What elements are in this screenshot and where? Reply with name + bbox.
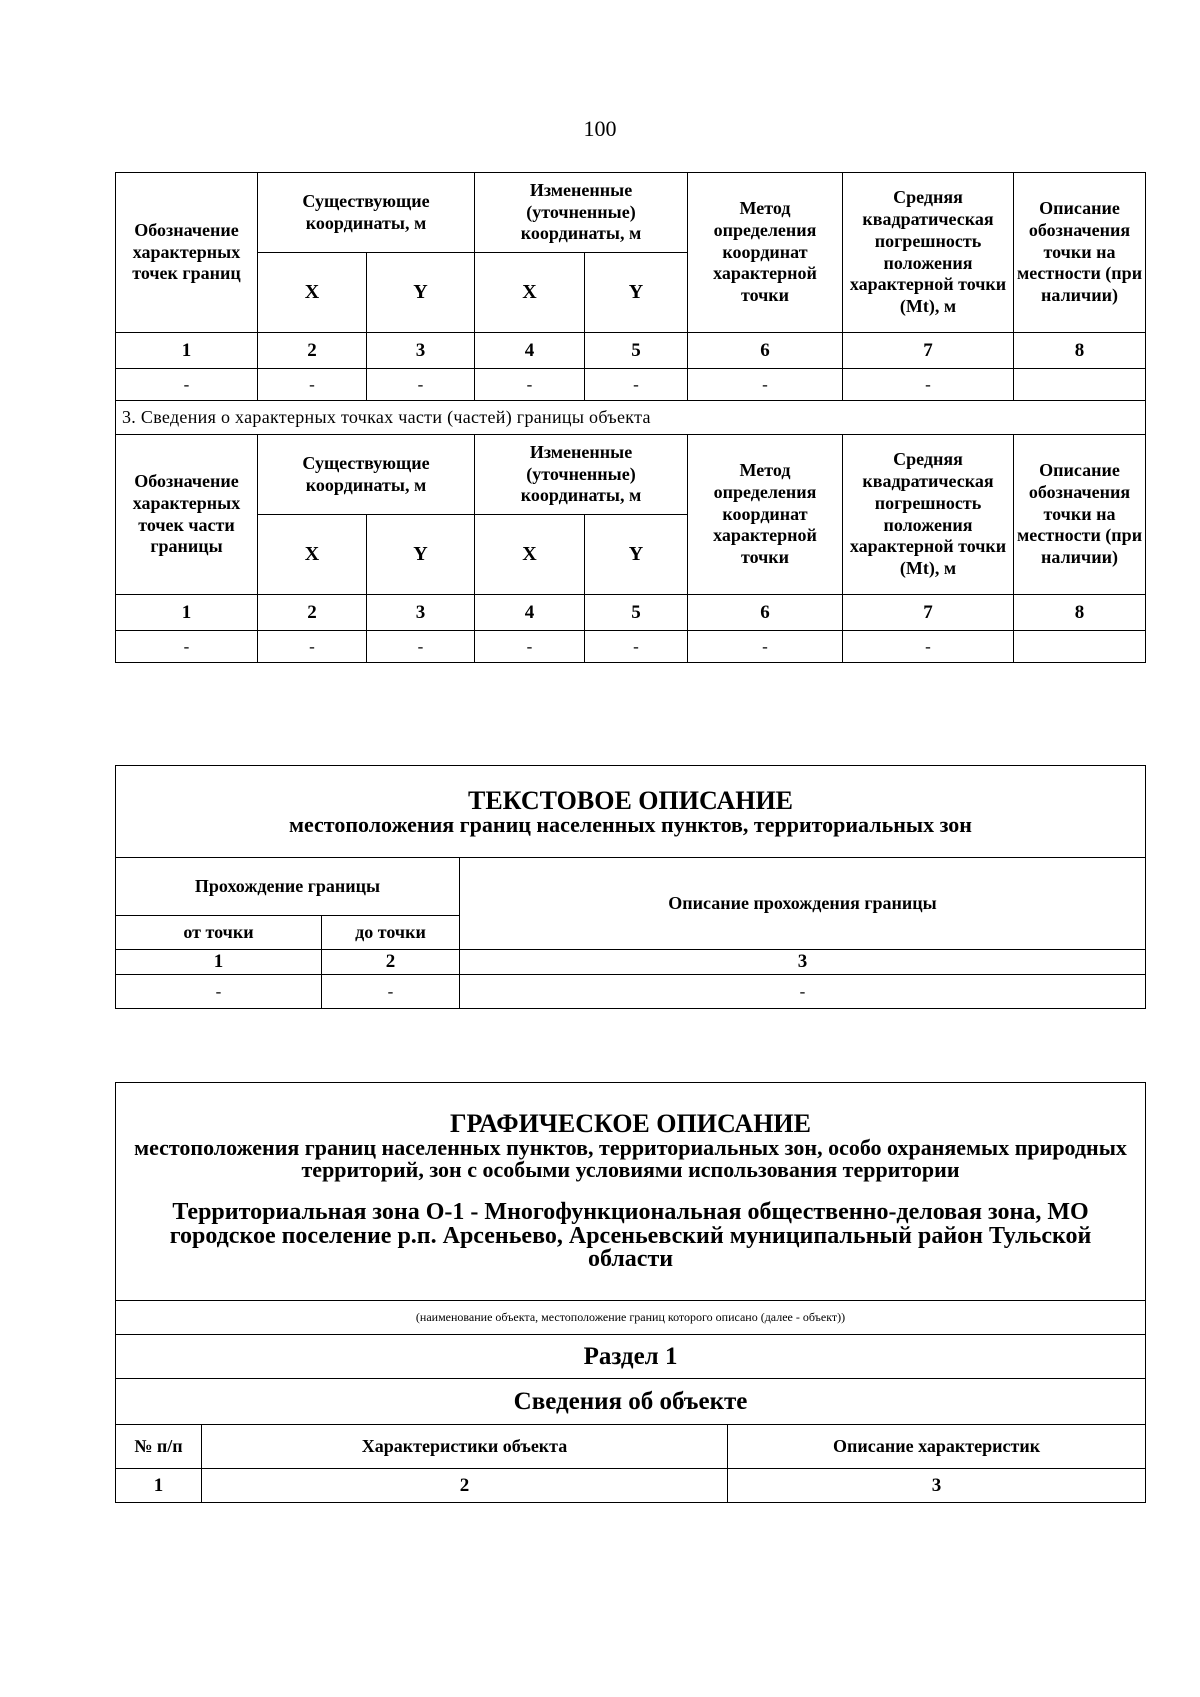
object-caption: (наименование объекта, местоположение границ которого описано (далее - объект))	[116, 1301, 1146, 1335]
column-number: 1	[116, 950, 322, 975]
header-method: Метод определения координат характерной точки	[688, 435, 843, 595]
column-number: 2	[258, 333, 367, 369]
table-cell: -	[258, 369, 367, 401]
header-x-changed: X	[475, 515, 585, 595]
header-point-description: Описание обозначения точки на местности (при наличии)	[1014, 173, 1146, 333]
table-cell	[1014, 631, 1146, 663]
header-designation-part: Обозначение характерных точек части границы	[116, 435, 258, 595]
column-number: 1	[116, 333, 258, 369]
header-changed-coordinates: Измененные (уточненные) координаты, м	[475, 173, 688, 253]
header-passage-description: Описание прохождения границы	[460, 858, 1146, 950]
column-number: 6	[688, 595, 843, 631]
column-number: 2	[322, 950, 460, 975]
section-title: Раздел 1	[116, 1335, 1146, 1379]
graphic-description-subtitle: местоположения границ населенных пунктов, территориальных зон, особо охраняемых природных территорий, зон с особыми условиями использования территории	[134, 1135, 1127, 1183]
table-cell: -	[585, 369, 688, 401]
header-characteristics-description: Описание характеристик	[728, 1425, 1146, 1469]
column-number: 6	[688, 333, 843, 369]
header-changed-coordinates: Измененные (уточненные) координаты, м	[475, 435, 688, 515]
header-existing-coordinates: Существующие координаты, м	[258, 173, 475, 253]
graphic-description-table	[115, 1082, 1146, 1503]
column-number: 3	[460, 950, 1146, 975]
header-number: № п/п	[116, 1425, 202, 1469]
section-3-title: 3. Сведения о характерных точках части (частей) границы объекта	[116, 401, 1146, 435]
table-cell: -	[367, 369, 475, 401]
header-to-point: до точки	[322, 916, 460, 950]
graphic-description-title: ГРАФИЧЕСКОЕ ОПИСАНИЕ	[450, 1109, 811, 1139]
column-number: 7	[843, 333, 1014, 369]
header-y-existing: Y	[367, 515, 475, 595]
graphic-description-heading	[116, 1083, 1146, 1301]
header-designation: Обозначение характерных точек границ	[116, 173, 258, 333]
coordinates-table	[115, 172, 1146, 663]
table-cell: -	[585, 631, 688, 663]
header-from-point: от точки	[116, 916, 322, 950]
table-cell: -	[688, 631, 843, 663]
text-description-table	[115, 765, 1146, 1009]
text-description-heading	[116, 766, 1146, 858]
header-characteristics: Характеристики объекта	[202, 1425, 728, 1469]
page-number: 100	[583, 116, 617, 141]
header-point-description: Описание обозначения точки на местности (при наличии)	[1014, 435, 1146, 595]
table-cell: -	[460, 974, 1146, 1008]
header-error: Средняя квадратическая погрешность положения характерной точки (Mt), м	[843, 435, 1014, 595]
header-error: Средняя квадратическая погрешность положения характерной точки (Mt), м	[843, 173, 1014, 333]
column-number: 3	[367, 333, 475, 369]
table-cell: -	[116, 369, 258, 401]
column-number: 5	[585, 595, 688, 631]
header-y-existing: Y	[367, 253, 475, 333]
table-cell: -	[843, 369, 1014, 401]
table-cell: -	[688, 369, 843, 401]
header-y-changed: Y	[585, 515, 688, 595]
text-description-subtitle: местоположения границ населенных пунктов, территориальных зон	[289, 811, 972, 837]
header-x-existing: X	[258, 515, 367, 595]
table-cell: -	[258, 631, 367, 663]
zone-name: Территориальная зона О-1 - Многофункциональная общественно-деловая зона, МО городское поселение р.п. Арсеньево, Арсеньевский муниципальный район Тульской области	[169, 1199, 1092, 1273]
header-x-changed: X	[475, 253, 585, 333]
column-number: 5	[585, 333, 688, 369]
column-number: 4	[475, 333, 585, 369]
column-number: 8	[1014, 333, 1146, 369]
header-method: Метод определения координат характерной точки	[688, 173, 843, 333]
table-cell: -	[475, 631, 585, 663]
header-y-changed: Y	[585, 253, 688, 333]
column-number: 2	[258, 595, 367, 631]
table-cell: -	[367, 631, 475, 663]
column-number: 1	[116, 1469, 202, 1503]
section-subtitle: Сведения об объекте	[116, 1379, 1146, 1425]
column-number: 7	[843, 595, 1014, 631]
table-cell: -	[116, 631, 258, 663]
header-existing-coordinates: Существующие координаты, м	[258, 435, 475, 515]
header-boundary-passage: Прохождение границы	[116, 858, 460, 916]
column-number: 3	[728, 1469, 1146, 1503]
table-cell: -	[843, 631, 1014, 663]
table-cell: -	[475, 369, 585, 401]
header-x-existing: X	[258, 253, 367, 333]
table-cell	[1014, 369, 1146, 401]
column-number: 4	[475, 595, 585, 631]
text-description-title: ТЕКСТОВОЕ ОПИСАНИЕ	[468, 785, 794, 815]
column-number: 2	[202, 1469, 728, 1503]
table-cell: -	[116, 974, 322, 1008]
table-cell: -	[322, 974, 460, 1008]
column-number: 3	[367, 595, 475, 631]
column-number: 1	[116, 595, 258, 631]
column-number: 8	[1014, 595, 1146, 631]
